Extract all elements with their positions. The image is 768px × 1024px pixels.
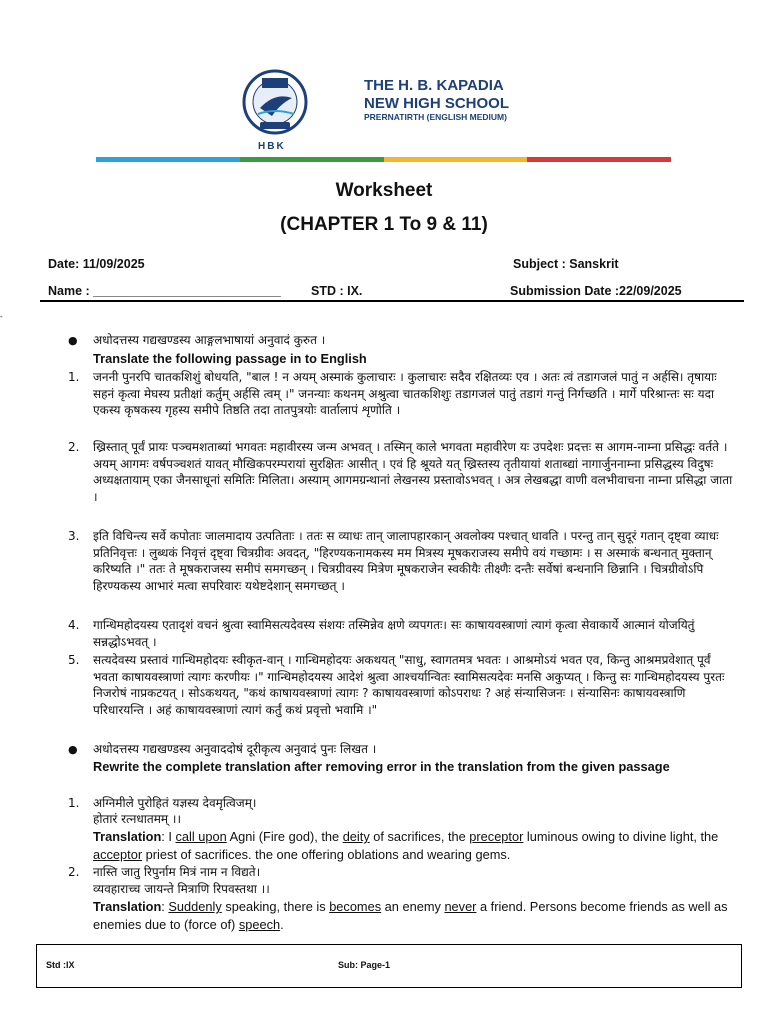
- translation-1: [93, 828, 733, 863]
- section1-instruction-english: Translate the following passage in to English: [93, 351, 367, 366]
- item-number: 1.: [68, 796, 80, 810]
- item-number: 5.: [68, 653, 80, 667]
- worksheet-chapter: (CHAPTER 1 To 9 & 11): [280, 214, 488, 235]
- underlined-word: speech: [238, 916, 281, 932]
- item-number: 3.: [68, 529, 80, 543]
- translation-text: priest of sacrifices. the one offering oblations and wearing gems.: [142, 846, 511, 862]
- bullet-icon: ●: [68, 743, 78, 756]
- item-number: 2.: [68, 865, 80, 879]
- underlined-word: never: [444, 899, 477, 914]
- section1-instruction-sanskrit: अधोदत्तस्य गद्यखण्डस्य आङ्गलभाषायां अनुवादं कुरुत ।: [93, 333, 326, 347]
- name-field: Name : ___________________________: [48, 284, 281, 298]
- footer-subject-page: Sub: Page-1: [338, 960, 391, 970]
- section2-instruction-english: Rewrite the complete translation after removing error in the translation from the given passage: [93, 759, 670, 774]
- color-bar-yellow: [384, 157, 528, 162]
- passage-1: जननी पुनरपि चातकशिशुं बोधयति, "बाल ! न अयम् अस्माकं कुलाचारः । कुलाचारः सदैव रक्षितव्यः एव । अतः त्वं तडागजलं पातुं न अर्हसि। तृषायाः सहनं कृत्वा मेघस्य प्रतीक्षां कर्तुम् अर्हसि त्वम् ।" जनन्याः कथनम् अश्रुत्वा चातकशिशुः तडागजलं पातुं तडागं गन्तुं निर्गच्छति । मार्गे परिश्रान्तः सः यदा एकस्य कृषकस्य गृहस्य समीपे तिष्ठति तदा तातपुत्रयोः वार्तालापं शृणोति ।: [93, 370, 717, 418]
- translation-label: Translation: [93, 829, 162, 844]
- underlined-word: Suddenly: [168, 899, 222, 914]
- color-bar-blue: [96, 157, 240, 162]
- passage-2: ख्रिस्तात् पूर्वं प्रायः पञ्चमशताब्यां भगवतः महावीरस्य जन्म अभवत् । तस्मिन् काले भगवता महावीरेण यः उपदेशः प्रदत्तः स आगम-नाम्ना प्रसिद्धः वर्तते । अयम् आगमः वर्षपञ्चशतं यावत् मौखिकपरम्परायां सुरक्षितः आसीत् । एवं हि श्रूयते यत् ख्रिस्तस्य तृतीयायां शताब्द्यां नागार्जुननाम्ना प्रसिद्धस्य विदुषः अध्यक्षतायाम् एका जैनसाधूनां समितिः मिलिता। अस्याम् आगमग्रन्थानां लेखनस्य प्रस्तावोऽभवत् । अत्र लेखबद्धा वाणी वलभीवाचना नाम्ना प्रसिद्धा जाता ।: [93, 440, 733, 504]
- translation-text: luminous owing to divine light, the: [523, 829, 719, 844]
- margin-mark: -: [0, 312, 3, 321]
- footer-std: Std :IX: [46, 960, 75, 970]
- underlined-word: deity: [342, 829, 370, 844]
- verse-1-line2: होतारं रत्नधातमम् ।।: [93, 812, 181, 826]
- color-bar-red: [527, 157, 671, 162]
- translation-text: an enemy: [381, 899, 445, 914]
- translation-text: a friend. Persons become friends as well as enemies due to (force of): [93, 899, 728, 932]
- date-label: Date: 11/09/2025: [48, 257, 145, 271]
- submission-date-label: Submission Date :22/09/2025: [510, 284, 682, 298]
- translation-text: Agni (Fire god), the: [226, 829, 343, 844]
- underlined-word: acceptor: [93, 846, 143, 862]
- passage-4: गान्धिमहोदयस्य एतादृशं वचनं श्रुत्वा स्वामिसत्यदेवस्य संशयः तस्मिन्नेव क्षणे व्यपगतः। सः काषायवस्त्राणां त्यागं कृत्वा सेवाकार्ये आत्मानं योजयितुं सन्नद्धोऽभवत् ।: [93, 618, 695, 649]
- item-number: 1.: [68, 370, 80, 384]
- worksheet-title: Worksheet: [335, 180, 433, 201]
- header-divider: [40, 300, 744, 302]
- passage-5: सत्यदेवस्य प्रस्तावं गान्धिमहोदयः स्वीकृत-वान् । गान्धिमहोदयः अकथयत् "साधु, स्वागतमत्र भवतः । आश्रमोऽयं भवत एव, किन्तु आश्रमप्रवेशात् पूर्वं भवता काषायवस्त्राणां त्यागः करणीयः ।" गान्धिमहोदयस्य आदेशं श्रुत्वा आश्चर्यान्वितः स्वामिसत्यदेवः मनसि अकुप्यत् । किन्तु सः गान्धिमहोदयस्य पुरतः निजरोषं नाप्रकटयत् । सोऽकथयत्, "कथं काषायवस्त्राणां त्यागः ? काषायवस्त्राणां कोऽपराधः ? अहं संन्यासिजनः । संन्यासिनः काषायवस्त्राणि परिधारयन्ति । अहं काषायवस्त्राणां त्यागं कर्तुं कथं प्रवृत्तो भवामि ।": [93, 653, 725, 717]
- translation-text: of sacrifices, the: [369, 829, 470, 844]
- underlined-word: call upon: [175, 829, 227, 844]
- section2-instruction-sanskrit: अधोदत्तस्य गद्यखण्डस्य अनुवाददोषं दूरीकृत्य अनुवादं पुनः लिखत ।: [93, 742, 377, 756]
- verse-2-line1: नास्ति जातु रिपुर्नाम मित्रं नाम न विद्यते।: [93, 865, 261, 879]
- verse-1-line1: अग्निमीले पुरोहितं यज्ञस्य देवमृत्विजम्।: [93, 796, 257, 810]
- bullet-icon: ●: [68, 334, 78, 347]
- underlined-word: becomes: [329, 899, 382, 914]
- item-number: 2.: [68, 440, 80, 454]
- translation-text: speaking, there is: [221, 899, 330, 914]
- school-name: [364, 77, 509, 113]
- school-subtitle: PRERNATIRTH (ENGLISH MEDIUM): [364, 112, 507, 122]
- school-emblem-icon: [240, 64, 310, 144]
- school-name-line1: THE H. B. KAPADIA: [364, 77, 504, 94]
- verse-2-line2: व्यवहाराच्च जायन्ते मित्राणि रिपवस्तथा ।।: [93, 882, 270, 896]
- subject-label: Subject : Sanskrit: [513, 257, 619, 271]
- color-bar-green: [240, 157, 384, 162]
- item-number: 4.: [68, 618, 80, 632]
- header-color-bar: [96, 157, 671, 162]
- logo-abbreviation: HBK: [258, 141, 286, 152]
- passage-3: इति विचिन्त्य सर्वे कपोताः जालमादाय उत्पतिताः । ततः स व्याधः तान् जालापहारकान् अवलोक्य पश्चात् धावति । परन्तु तान् सुदूरं गतान् दृष्ट्वा व्याधः प्रतिनिवृत्तः । लुब्धकं निवृत्तं दृष्ट्वा चित्रग्रीवः अवदत्, "हिरण्यकनामकस्य मम मित्रस्य मूषकराजस्य समीपे वयं गच्छामः । स अस्माकं बन्धनात् मुक्तान् करिष्यति ।" ततः ते मूषकराजस्य समीपं समगच्छन् । चित्रग्रीवस्य मित्रेण मूषकराजेन स्वकीयैः तीक्ष्णैः दन्तैः सर्वेषां बन्धनानि छिन्नानि । चित्रग्रीवोऽपि हिरण्यकस्य आभारं मत्वा सपरिवारः यथेष्टदेशान् समगच्छत् ।: [93, 529, 719, 593]
- school-name-line2: NEW HIGH SCHOOL: [364, 95, 509, 112]
- translation-text: .: [280, 916, 284, 932]
- school-logo: [240, 64, 310, 144]
- translation-label: Translation: [93, 899, 162, 914]
- translation-2: [93, 898, 733, 933]
- translation-text: :: [161, 899, 169, 914]
- underlined-word: preceptor: [469, 829, 524, 844]
- std-label: STD : IX.: [311, 284, 363, 298]
- translation-text: : I: [161, 829, 176, 844]
